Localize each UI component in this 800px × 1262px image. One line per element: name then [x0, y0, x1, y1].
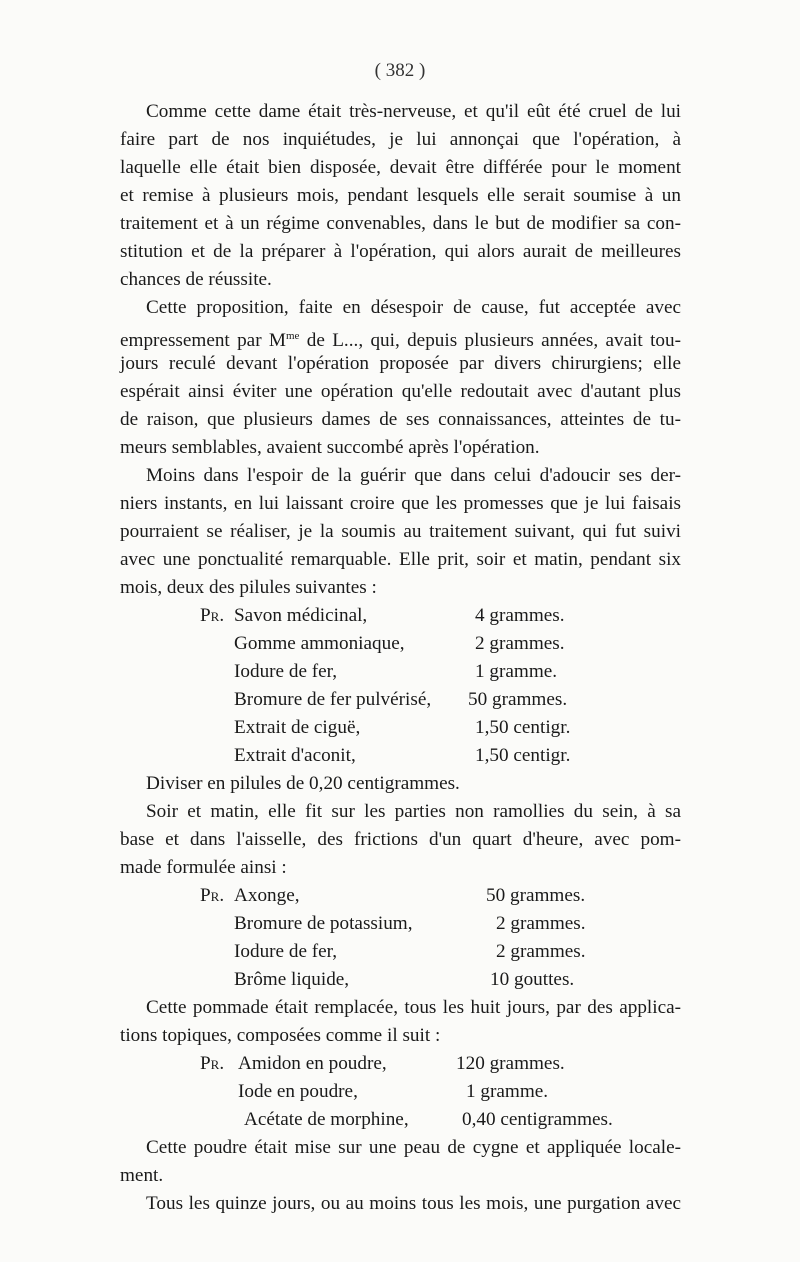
recipe-quantity: 2 grammes. — [496, 913, 586, 934]
recipe-quantity: 1 gramme. — [466, 1081, 549, 1102]
recipe-item: Savon médicinal, — [234, 605, 368, 626]
text-line: jours reculé devant l'opération proposée par divers chirurgiens; elle — [120, 353, 681, 374]
text-line: pourraient se réaliser, je la soumis au traitement suivant, qui fut suivi — [120, 521, 681, 542]
recipe-item: Extrait de ciguë, — [234, 717, 361, 738]
text-line: Cette proposition, faite en désespoir de cause, fut acceptée avec — [146, 297, 681, 318]
text-line: Cette poudre était mise sur une peau de cygne et appliquée locale- — [146, 1137, 681, 1158]
text-line: avec une ponctualité remarquable. Elle prit, soir et matin, pendant six — [120, 549, 681, 570]
text-line: tions topiques, composées comme il suit : — [120, 1025, 441, 1046]
text-segment: empressement par M — [120, 330, 286, 351]
text-line: meurs semblables, avaient succombé après l'opération. — [120, 437, 540, 458]
text-line: Diviser en pilules de 0,20 centigrammes. — [146, 773, 460, 794]
recipe-quantity: 1,50 centigr. — [475, 717, 571, 738]
recipe-quantity: 1 gramme. — [475, 661, 558, 682]
text-segment: de L..., qui, depuis plusieurs années, avait tou- — [299, 330, 681, 351]
page-number: ( 382 ) — [374, 60, 426, 81]
recipe-quantity: 0,40 centigrammes. — [462, 1109, 613, 1130]
recipe-label: Pr. — [200, 1053, 225, 1074]
recipe-quantity: 2 grammes. — [475, 633, 565, 654]
recipe-item: Gomme ammoniaque, — [234, 633, 405, 654]
recipe-item: Axonge, — [234, 885, 300, 906]
text-line: faire part de nos inquiétudes, je lui annonçai que l'opération, à — [120, 129, 681, 150]
text-line: made formulée ainsi : — [120, 857, 287, 878]
text-line: Tous les quinze jours, ou au moins tous les mois, une purgation avec — [146, 1193, 681, 1214]
superscript: me — [285, 330, 300, 342]
recipe-item: Iodure de fer, — [234, 941, 338, 962]
text-line: mois, deux des pilules suivantes : — [120, 577, 377, 598]
text-line: de raison, que plusieurs dames de ses connaissances, atteintes de tu- — [120, 409, 681, 430]
text-line: ment. — [120, 1165, 164, 1186]
recipe-quantity: 2 grammes. — [496, 941, 586, 962]
recipe-quantity: 4 grammes. — [475, 605, 565, 626]
text-line: et remise à plusieurs mois, pendant lesquels elle serait soumise à un — [120, 185, 681, 206]
recipe-item: Iodure de fer, — [234, 661, 338, 682]
recipe-item: Bromure de fer pulvérisé, — [234, 689, 432, 710]
text-line: niers instants, en lui laissant croire que les promesses que je lui faisais — [120, 493, 681, 514]
text-line: chances de réussite. — [120, 269, 272, 290]
recipe-quantity: 120 grammes. — [456, 1053, 565, 1074]
recipe-label: Pr. — [200, 885, 225, 906]
recipe-label: Pr. — [200, 605, 225, 626]
recipe-item: Bromure de potassium, — [234, 913, 413, 934]
text-line: Cette pommade était remplacée, tous les huit jours, par des applica- — [146, 997, 681, 1018]
recipe-quantity: 50 grammes. — [486, 885, 586, 906]
text-line: traitement et à un régime convenables, dans le but de modifier sa con- — [120, 213, 681, 234]
text-line: Soir et matin, elle fit sur les parties non ramollies du sein, à sa — [146, 801, 681, 822]
text-line: base et dans l'aisselle, des frictions d'un quart d'heure, avec pom- — [120, 829, 681, 850]
recipe-item: Brôme liquide, — [234, 969, 350, 990]
recipe-quantity: 1,50 centigr. — [475, 745, 571, 766]
text-line: laquelle elle était bien disposée, devait être différée pour le moment — [120, 157, 681, 178]
recipe-quantity: 10 gouttes. — [490, 969, 575, 990]
recipe-item: Acétate de morphine, — [244, 1109, 409, 1130]
text-line: Moins dans l'espoir de la guérir que dans celui d'adoucir ses der- — [146, 465, 681, 486]
recipe-quantity: 50 grammes. — [468, 689, 568, 710]
text-line: stitution et de la préparer à l'opération, qui alors aurait de meilleures — [120, 241, 681, 262]
text-line: espérait ainsi éviter une opération qu'elle redoutait avec d'autant plus — [120, 381, 681, 402]
recipe-item: Iode en poudre, — [238, 1081, 358, 1102]
text-line: Comme cette dame était très-nerveuse, et qu'il eût été cruel de lui — [146, 101, 681, 122]
recipe-item: Extrait d'aconit, — [234, 745, 356, 766]
recipe-item: Amidon en poudre, — [238, 1053, 387, 1074]
